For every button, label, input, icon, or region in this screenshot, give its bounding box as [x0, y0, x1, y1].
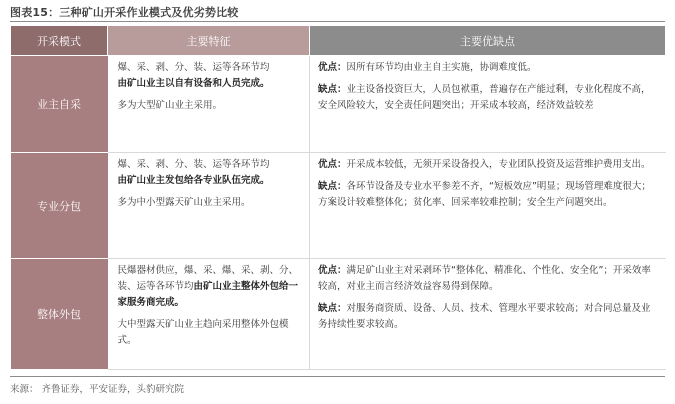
- pros-cons-cell: [310, 259, 666, 370]
- cons-text: 缺点：业主设备投资巨大，人员包袱重，普遍存在产能过剩，专业化程度不高，安全风险较大，安全责任问题突出；开采成本较高，经济效益较差: [318, 84, 651, 111]
- table-row: [11, 153, 666, 259]
- features-cell: [108, 153, 310, 259]
- header-pros-cons: 主要优缺点: [310, 26, 666, 56]
- comparison-table: [10, 25, 666, 370]
- pros-text: 优点：满足矿山业主对采剥环节“整体化、精准化、个性化、安全化”；开采效率较高，对业主而言经济效益容易得到保障。: [318, 265, 651, 292]
- feature-description: 爆、采、剥、分、装、运等各环节均 由矿山业主发包给各专业队伍完成。: [117, 159, 270, 186]
- features-cell: [108, 56, 310, 153]
- figure-title: 图表15：三种矿山开采作业模式及优劣势比较: [10, 6, 239, 19]
- pros-text: 优点：开采成本较低，无须开采设备投入，专业团队投资及运营维护费用支出。: [318, 159, 651, 170]
- pros-cons-cell: [310, 56, 666, 153]
- pros-cons-cell: [310, 153, 666, 259]
- title-divider: [10, 21, 665, 22]
- feature-description: 民爆器材供应，爆、采、爆、采、剥、分、装、运等各环节均由矿山业主整体外包给一家服务商完成。: [117, 265, 299, 308]
- source-note: 来源： 齐鲁证券，平安证券，头豹研究院: [10, 384, 185, 395]
- feature-note: 大中型露天矿山业主趋向采用整体外包模式。: [117, 319, 289, 346]
- header-features: 主要特征: [108, 26, 310, 56]
- table-row: [11, 259, 666, 370]
- header-mode: 开采模式: [11, 26, 108, 56]
- feature-description: 爆、采、剥、分、装、运等各环节均 由矿山业主以自有设备和人员完成。: [117, 62, 270, 89]
- feature-note: 多为大型矿山业主采用。: [117, 100, 223, 111]
- pros-text: 优点：因所有环节均由业主自主实施，协调难度低。: [318, 62, 537, 73]
- mode-cell: 整体外包: [11, 259, 108, 370]
- table-header-row: [11, 26, 666, 56]
- cons-text: 缺点：各环节设备及专业水平参差不齐，“短板效应”明显；现场管理难度很大；方案设计较难整体化；贫化率、回采率较难控制；安全生产问题突出。: [318, 181, 651, 208]
- source-divider: [10, 376, 665, 377]
- mode-cell: 专业分包: [11, 153, 108, 259]
- cons-text: 缺点：对服务商资质、设备、人员、技术、管理水平要求较高；对合同总量及业务持续性要求较高。: [318, 303, 651, 330]
- table-row: [11, 56, 666, 153]
- feature-note: 多为中小型露天矿山业主采用。: [117, 197, 251, 208]
- mode-cell: 业主自采: [11, 56, 108, 153]
- features-cell: [108, 259, 310, 370]
